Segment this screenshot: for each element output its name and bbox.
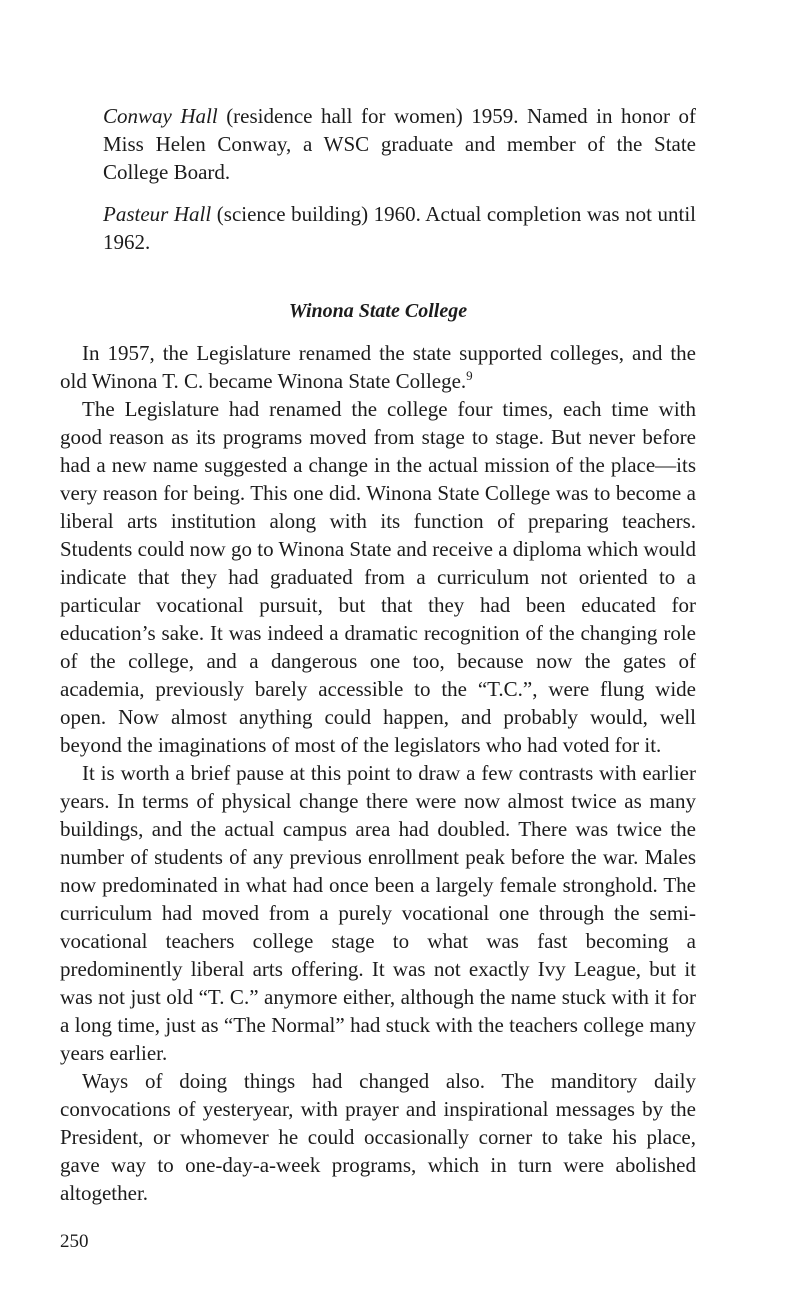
building-name: Pasteur Hall <box>103 202 212 226</box>
section-heading: Winona State College <box>288 300 468 322</box>
paragraph-text: In 1957, the Legislature renamed the state supported colleges, and the old Winona T. C. became Winona State College. <box>60 341 696 393</box>
paragraph-4: Ways of doing things had changed also. The manditory daily convocations of yesteryear, with prayer and inspirational messages by the President, or whomever he could occasionally corner to take his place, gave way to one-day-a-week programs, which in turn were abolished altogether. <box>60 1069 696 1205</box>
building-description: (science building) 1960. Actual completion was not until 1962. <box>103 202 696 254</box>
building-name: Conway Hall <box>103 104 218 128</box>
page-body <box>60 102 696 1207</box>
page-number: 250 <box>60 1231 89 1252</box>
footnote-reference: 9 <box>466 368 473 383</box>
paragraph-3: It is worth a brief pause at this point to draw a few contrasts with earlier years. In terms of physical change there were now almost twice as many buildings, and the actual campus area had doubled. There was twice the number of students of any previous enrollment peak before the war. Males now predominated in what had once been a largely female stronghold. The curriculum had moved from a purely vocational one through the semi-vocational teachers college stage to what was fast becoming a predominently liberal arts offering. It was not exactly Ivy League, but it was not just old “T. C.” anymore either, although the name stuck with it for a long time, just as “The Normal” had stuck with the teachers college many years earlier. <box>60 761 696 1065</box>
building-description: (residence hall for women) 1959. Named in honor of Miss Helen Conway, a WSC graduate and member of the State College Board. <box>103 104 697 184</box>
paragraph-2: The Legislature had renamed the college four times, each time with good reason as its programs moved from stage to stage. But never before had a new name suggested a change in the actual mission of the place—its very reason for being. This one did. Winona State College was to become a liberal arts institution along with its function of preparing teachers. Students could now go to Winona State and receive a diploma which would indicate that they had graduated from a curriculum not oriented to a particular vocational pursuit, but that they had been educated for education’s sake. It was indeed a dramatic recognition of the changing role of the college, and a dangerous one too, because now the gates of academia, previously barely accessible to the “T.C.”, were flung wide open. Now almost anything could happen, and probably would, well beyond the imaginations of most of the legislators who had voted for it. <box>60 397 696 757</box>
paragraph-1 <box>60 339 696 395</box>
building-entry-conway-hall <box>60 102 696 186</box>
building-entry-pasteur-hall <box>60 200 696 256</box>
